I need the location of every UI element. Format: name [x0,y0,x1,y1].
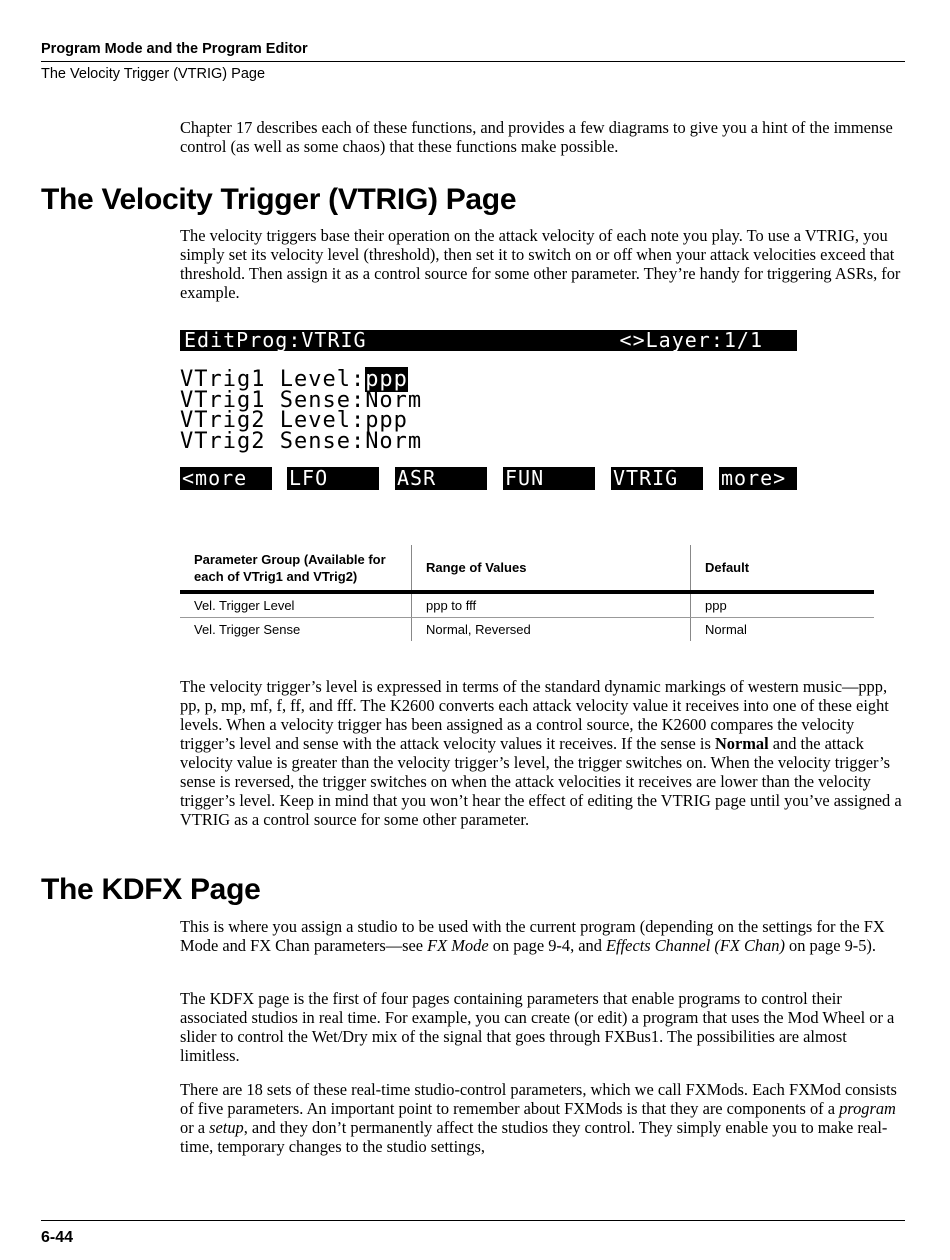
kdfx-paragraph-3 [180,1080,905,1156]
lcd-tab-more-right: more> [719,467,797,490]
table-row [180,592,874,618]
emphasis: program [839,1099,896,1118]
text-run: , and they don’t permanently affect the studios they control. They simply enable you to make real-time, temporary changes to the studio settings, [180,1118,888,1156]
table-cell: Vel. Trigger Level [180,592,412,618]
text-run: and the attack velocity value is greater than the velocity trigger’s level, the trigger switches on. When the velocity trigger’s sense is reversed, the trigger switches on when the attack velocities it receives are lower than the velocity trigger’s level. Keep in mind that you won’t hear the effect of editing the VTRIG page until you’ve assigned a VTRIG as a control source for some other parameter. [180,734,902,829]
lcd-tab-more-left: <more [180,467,272,490]
emphasis: setup [209,1118,244,1137]
lcd-label: VTrig1 Level: [180,367,366,392]
lcd-value: Norm [365,387,423,413]
table-header-parameter-group: Parameter Group (Available for each of VTrig1 and VTrig2) [180,545,412,592]
lcd-value: ppp [365,408,408,433]
vtrig-heading: The Velocity Trigger (VTRIG) Page [41,183,517,216]
text-run: There are 18 sets of these real-time studio-control parameters, which we call FXMods. Each FXMod consists of five parameters. An important point to remember about FXMods is that they are components of a [180,1080,897,1118]
lcd-line-vtrig2-sense [180,428,797,454]
table-cell: Normal, Reversed [412,618,691,642]
fxmods-text [180,1080,905,1156]
footer-rule [41,1220,905,1221]
lcd-display [180,330,797,490]
lcd-soft-buttons [180,467,797,490]
vtrig-paragraph-1 [180,226,905,302]
vtrig-intro-text: The velocity triggers base their operation on the attack velocity of each note you play. To use a VTRIG, you simply set its velocity level (threshold), then set it to switch on or off when your attack velocities exceed that threshold. Then assign it as a control source for some other parameter. They’re handy for triggering ASRs, for example. [180,226,901,302]
lcd-title: EditProg:VTRIG [184,328,367,352]
parameter-table [180,545,874,641]
table-cell: Normal [691,618,875,642]
kdfx-heading: The KDFX Page [41,873,261,906]
cross-reference-fx-mode[interactable]: FX Mode [427,936,489,955]
page-number: 6-44 [41,1229,74,1246]
table-header-default: Default [691,545,875,592]
table-cell: ppp [691,592,875,618]
lcd-label: VTrig1 Sense: [180,387,366,413]
lcd-tab-asr: ASR [395,467,487,490]
text-run: The velocity trigger’s level is expressed in terms of the standard dynamic markings of western music—ppp, pp, p, mp, mf, f, ff, and fff. The K2600 converts each attack velocity value it receives into one of these eight levels. When a velocity trigger has been assigned as a control source, the K2600 compares the velocity trigger’s level and sense with the attack velocity values it receives. If the sense is [180,677,889,753]
text-run: on page 9-4, and [488,936,607,955]
table-header-row [180,545,874,592]
vtrig-level-explanation [180,677,905,829]
lcd-tab-vtrig: VTRIG [611,467,703,490]
lcd-value-selected: ppp [365,367,408,392]
text-run: on page 9-5). [784,936,876,955]
table-cell: ppp to fff [412,592,691,618]
table-cell: Vel. Trigger Sense [194,622,301,637]
lcd-tab-lfo: LFO [287,467,379,490]
bold-term: Normal [714,734,769,753]
section-title: The Velocity Trigger (VTRIG) Page [41,66,266,82]
intro-text: Chapter 17 describes each of these functions, and provides a few diagrams to give you a hint of the immense control (as well as some chaos) that these functions make possible. [180,118,893,156]
intro-paragraph [180,118,905,156]
lcd-label: VTrig2 Level: [180,408,366,433]
text-run: or a [180,1118,210,1137]
lcd-title-bar [180,330,797,351]
table-header-range: Range of Values [412,545,691,592]
text-run: This is where you assign a studio to be used with the current program (depending on the settings for the FX Mode and FX Chan parameters—see [180,917,885,955]
running-head [41,40,905,82]
lcd-tab-fun: FUN [503,467,595,490]
lcd-parameter-list [180,367,797,454]
vtrig-paragraph-2 [180,677,905,829]
lcd-label: VTrig2 Sense: [180,428,366,454]
kdfx-paragraph-1 [180,917,905,955]
header-rule [41,61,905,62]
kdfx-intro-text [180,917,905,955]
cross-reference-fx-chan[interactable]: Effects Channel (FX Chan) [606,936,785,955]
lcd-value: Norm [365,428,423,454]
kdfx-paragraph-2 [180,989,905,1065]
kdfx-description-text: The KDFX page is the first of four pages containing parameters that enable programs to control their associated studios in real time. For example, you can create (or edit) a program that uses the Mod Wheel or a slider to control the Wet/Dry mix of the signal that goes through FXBus1. The possibilities are almost limitless. [180,989,895,1065]
table-row [180,618,874,642]
lcd-layer-indicator: <>Layer:1/1 [619,328,763,352]
chapter-title: Program Mode and the Program Editor [41,41,308,57]
